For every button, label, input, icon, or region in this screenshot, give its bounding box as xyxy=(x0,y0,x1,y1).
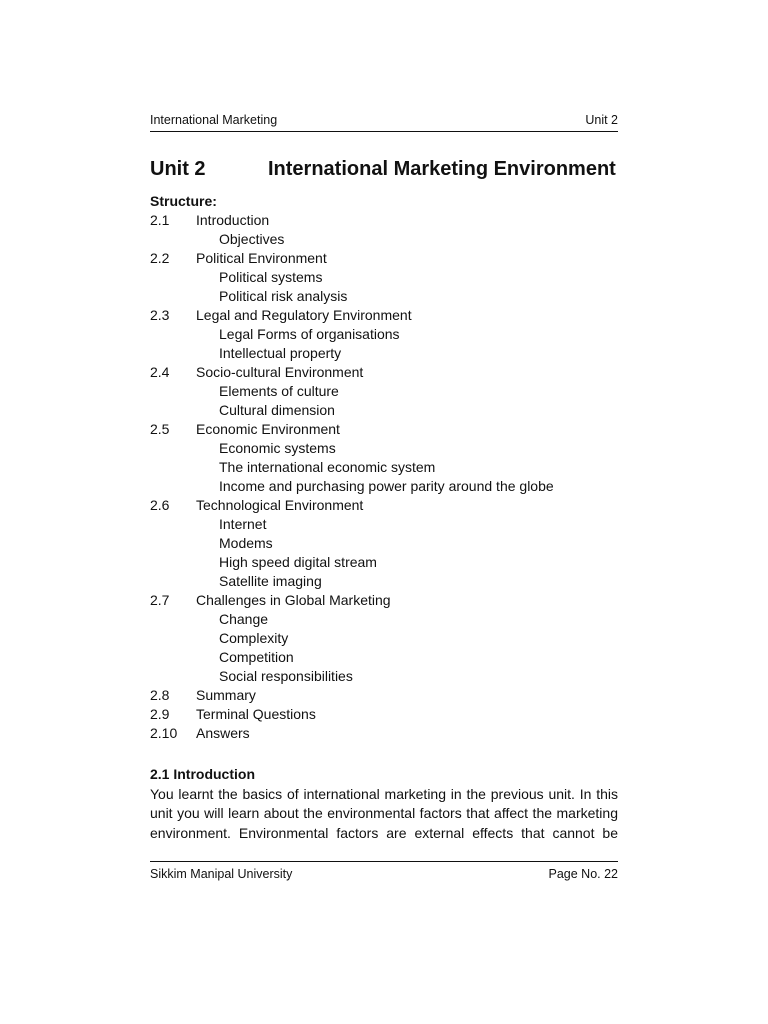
toc-section xyxy=(150,591,618,610)
toc-subsection-label: The international economic system xyxy=(219,459,436,475)
toc-section-label: Challenges in Global Marketing xyxy=(196,592,391,608)
intro-line: environment. Environmental factors are external effects that cannot be xyxy=(150,824,618,841)
toc-subsection xyxy=(150,648,618,667)
toc-subsection-label: Social responsibilities xyxy=(219,668,353,684)
toc-section-number: 2.4 xyxy=(150,364,170,380)
toc-subsection xyxy=(150,629,618,648)
toc-section xyxy=(150,496,618,515)
toc-subsection-label: Objectives xyxy=(219,231,285,247)
unit-number: Unit 2 xyxy=(150,158,206,180)
toc-subsection xyxy=(150,515,618,534)
toc-section-label: Terminal Questions xyxy=(196,706,316,722)
toc-subsection-label: Income and purchasing power parity around the globe xyxy=(219,478,554,494)
toc-subsection xyxy=(150,439,618,458)
toc-subsection xyxy=(150,230,618,249)
toc-subsection-label: Internet xyxy=(219,516,267,532)
toc-section-number: 2.10 xyxy=(150,725,178,741)
toc-section xyxy=(150,363,618,382)
structure-heading: Structure: xyxy=(150,193,217,209)
toc-section-number: 2.2 xyxy=(150,250,170,266)
structure-toc xyxy=(150,192,618,743)
intro-line: You learnt the basics of international marketing in the previous unit. In this xyxy=(150,786,618,802)
running-footer xyxy=(150,861,618,882)
toc-subsection xyxy=(150,382,618,401)
toc-subsection xyxy=(150,534,618,553)
document-page xyxy=(150,0,618,1024)
toc-section-label: Introduction xyxy=(196,212,270,228)
toc-subsection xyxy=(150,268,618,287)
toc-section-label: Summary xyxy=(196,687,256,703)
toc-section-label: Answers xyxy=(196,725,250,741)
unit-name: International Marketing Environment xyxy=(268,158,616,180)
toc-section xyxy=(150,686,618,705)
toc-subsection-label: Satellite imaging xyxy=(219,573,322,589)
toc-subsection-label: Elements of culture xyxy=(219,383,339,399)
toc-subsection xyxy=(150,477,618,496)
toc-section-number: 2.1 xyxy=(150,212,170,228)
toc-section-number: 2.7 xyxy=(150,592,170,608)
toc-subsection-label: Intellectual property xyxy=(219,345,342,361)
toc-subsection-label: Economic systems xyxy=(219,440,336,456)
toc-section-number: 2.5 xyxy=(150,421,170,437)
toc-subsection-label: Political systems xyxy=(219,269,323,285)
toc-section-label: Technological Environment xyxy=(196,497,364,513)
toc-section-number: 2.8 xyxy=(150,687,170,703)
toc-subsection xyxy=(150,325,618,344)
header-book-title: International Marketing xyxy=(150,113,278,127)
toc-subsection xyxy=(150,458,618,477)
toc-section xyxy=(150,211,618,230)
toc-section-label: Socio-cultural Environment xyxy=(196,364,364,380)
toc-subsection xyxy=(150,553,618,572)
intro-heading: 2.1 Introduction xyxy=(150,766,255,782)
toc-section-label: Legal and Regulatory Environment xyxy=(196,307,412,323)
intro-paragraph xyxy=(150,785,618,843)
toc-section-number: 2.6 xyxy=(150,497,170,513)
toc-subsection xyxy=(150,610,618,629)
toc-subsection xyxy=(150,667,618,686)
toc-section-number: 2.3 xyxy=(150,307,170,323)
toc-section xyxy=(150,249,618,268)
toc-subsection-label: High speed digital stream xyxy=(219,554,377,570)
toc-section xyxy=(150,705,618,724)
toc-subsection-label: Legal Forms of organisations xyxy=(219,326,400,342)
toc-section-label: Political Environment xyxy=(196,250,327,266)
toc-subsection-label: Modems xyxy=(219,535,273,551)
toc-section xyxy=(150,306,618,325)
toc-section-number: 2.9 xyxy=(150,706,170,722)
footer-university: Sikkim Manipal University xyxy=(150,867,293,881)
toc-subsection xyxy=(150,572,618,591)
intro-line: unit you will learn about the environmental factors that affect the marketing xyxy=(150,805,618,822)
toc-section xyxy=(150,420,618,439)
toc-section xyxy=(150,724,618,743)
running-header xyxy=(150,111,618,132)
toc-subsection-label: Competition xyxy=(219,649,294,665)
toc-subsection xyxy=(150,287,618,306)
toc-subsection xyxy=(150,401,618,420)
toc-subsection-label: Cultural dimension xyxy=(219,402,335,418)
footer-page-number: Page No. 22 xyxy=(548,867,618,881)
header-unit-label: Unit 2 xyxy=(585,113,618,127)
toc-subsection-label: Change xyxy=(219,611,269,627)
toc-section-label: Economic Environment xyxy=(196,421,340,437)
toc-subsection xyxy=(150,344,618,363)
toc-subsection-label: Complexity xyxy=(219,630,289,646)
toc-subsection-label: Political risk analysis xyxy=(219,288,348,304)
